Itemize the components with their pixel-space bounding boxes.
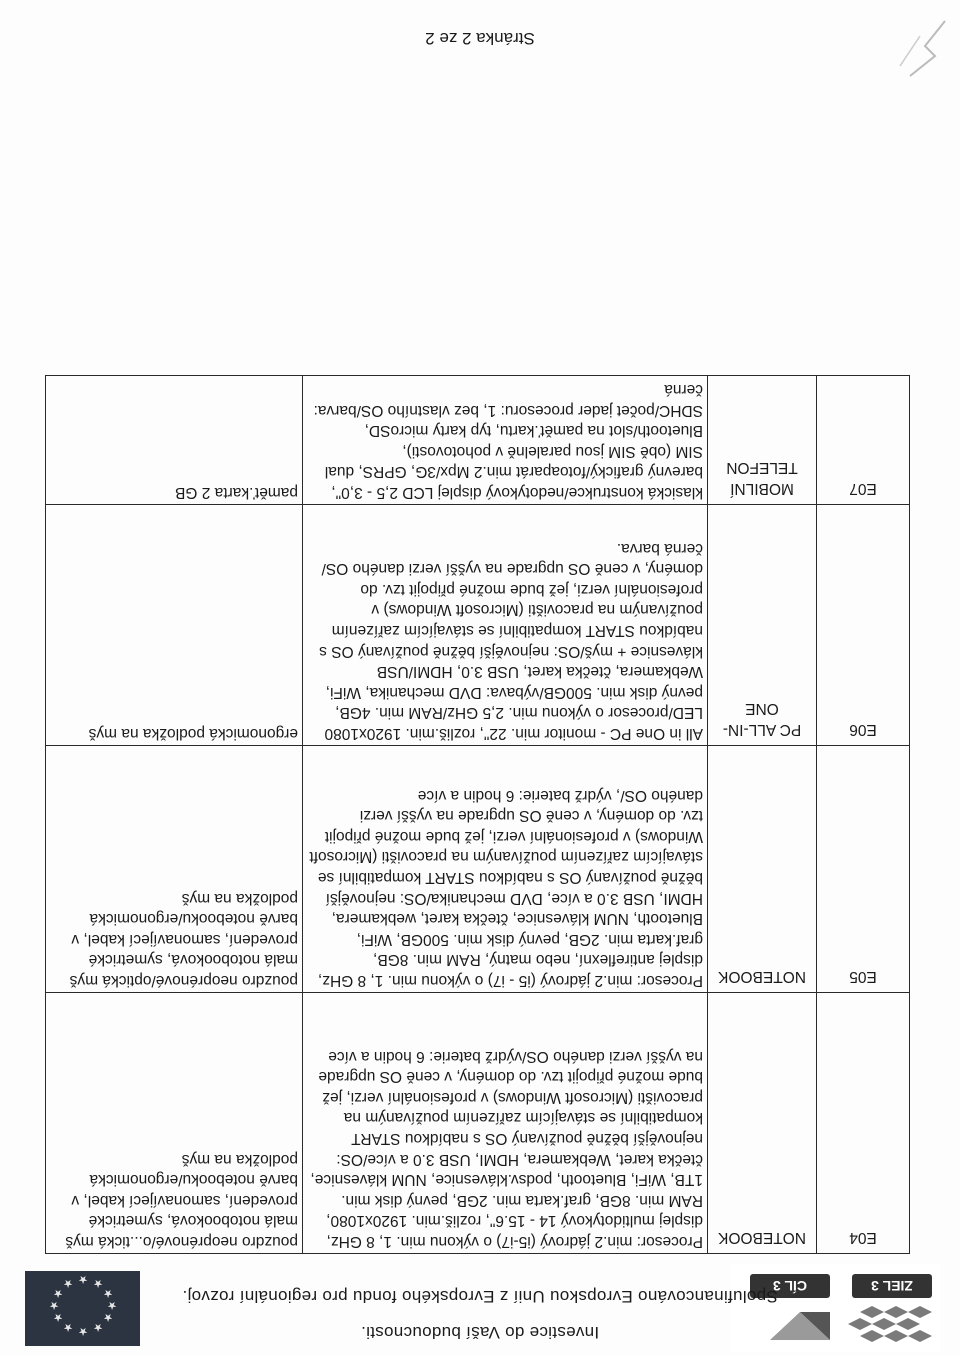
item-code: E04	[817, 993, 910, 1254]
table-row	[46, 746, 910, 993]
slogan-spolufinancovano: Spolufinancováno Evropskou Unií z Evropského fondu pro regionální rozvoj.	[182, 1287, 778, 1306]
svg-text:★: ★	[53, 1311, 63, 1324]
svg-text:★: ★	[107, 1299, 117, 1312]
item-specification: All in One PC - monitor min. 22", rozliš.min. 1920x1080 LED/procesor o výkonu min. 2,5 GHz/RAM min. 4GB, pevný disk min. 500GB/výbava: DVD mechanika, WiFi, Webkamera, čtečka karet, USB 3.0, HDMI/USB klávesnice + myš/OS: nejnovější běžně používaný OS s nabídkou START kompatibilní se stávajícím zařízením používaným na pracovišti (Microsoft Windows) v profesionální verzi, jež bude možné připojit tzv. do domény, v ceně OS upgrade na vyšší verzi daného OS/černá barva.	[303, 505, 708, 746]
item-type: MOBILNÍ TELEFON	[708, 376, 817, 505]
page-number: Stránka 2 ze 2	[425, 29, 535, 48]
item-accessories: pouzdro neoprénové/o...tická myš malá notobooková, symetrické provedení, samonavíjecí kabel, v barvě notebooku/ergonomická podložka na myš	[46, 993, 303, 1254]
item-accessories: pouzdro neoprénové/optická myš malá notobooková, symetrické provedení, samonavíjecí kabel, v barvě notebooku/ergonomická podložka na myš	[46, 746, 303, 993]
table-row	[46, 376, 910, 505]
item-type: PC ALL-IN-ONE	[708, 505, 817, 746]
svg-text:★: ★	[63, 1321, 73, 1334]
svg-text:★: ★	[93, 1277, 103, 1290]
slogan-investice: Investice do Vaší budoucnosti.	[360, 1323, 600, 1342]
item-type: NOTEBOOK	[708, 993, 817, 1254]
cil-logo-text: CÍL 3	[773, 1278, 807, 1294]
item-code: E05	[817, 746, 910, 993]
item-code: E07	[817, 376, 910, 505]
item-accessories: ergonomická podložka na myš	[46, 505, 303, 746]
svg-text:★: ★	[53, 1287, 63, 1300]
item-specification: Procesor: min.2 jádrový (i5-i7) o výkonu min. 1, 8 GHz, displej multidotykový 14 - 15.6", rozliš.min. 1920x1080, RAM min. 8GB, graf.karta min. 2GB, pevný disk min. 1TB, WiFi, Bluetooth, podsv.klávesnice, NUM klávesnice, čtečka karet, Webkamera, HDMI, USB 3.0 a více/OS: nejnovější běžně používaný OS s nabídkou START kompatibilní se stávajícím zařízením používaným na pracovišti (Microsoft Windows) v profesionální verzi, jež bude možné připojit tzv. do domény, v ceně OS upgrade na vyšší verzi daného OS/výdrž baterie: 6 hodin a více	[303, 993, 708, 1254]
item-code: E06	[817, 505, 910, 746]
svg-text:★: ★	[103, 1311, 113, 1324]
svg-text:★: ★	[78, 1273, 88, 1286]
scan-corner-mark	[890, 16, 950, 86]
item-specification: Procesor: min.2 jádrový (i5 - i7) o výkonu min. 1, 8 GHz, displej antireflexní, nebo matný, RAM min. 8GB, graf.karta min. 2GB, pevný disk min. 500GB, WiFi, Bluetooth, NUM klávesnice, čtečka karet, webkamera, HDMI, USB 3.0 a více, DVD mechanika/OS: nejnovější běžně používaný OS s nabídkou START kompatibilní se stávajícím zařízením používaným na pracovišti (Microsoft Windows) v profesionální verzi, jež bude možné připojit tzv. do domény, v ceně OS upgrade na vyšší verzi daného OS/, výdrž baterie: 6 hodin a více	[303, 746, 708, 993]
svg-text:★: ★	[49, 1299, 59, 1312]
svg-text:★: ★	[78, 1325, 88, 1338]
table-row	[46, 993, 910, 1254]
item-accessories: paměť.karta 2 GB	[46, 376, 303, 505]
svg-text:★: ★	[93, 1321, 103, 1334]
item-specification: klasická konstrukce/nedotykový displej LCD 2,5 - 3,0", barevný grafický/fotoaparát min.2 Mpx/3G, GPRS, dual SIM (obě SIM jsou paralelně v pohotovosti), Bluetooth/slot na paměť.kartu, typ karty microSD, SDHC/počet jader procesoru: 1, bez vlastního OS/barva: černá	[303, 376, 708, 505]
svg-text:★: ★	[63, 1277, 73, 1290]
equipment-spec-table	[45, 375, 910, 1254]
item-type: NOTEBOOK	[708, 746, 817, 993]
svg-text:★: ★	[103, 1287, 113, 1300]
table-row	[46, 505, 910, 746]
ziel-logo-text: ZIEL 3	[871, 1278, 913, 1294]
